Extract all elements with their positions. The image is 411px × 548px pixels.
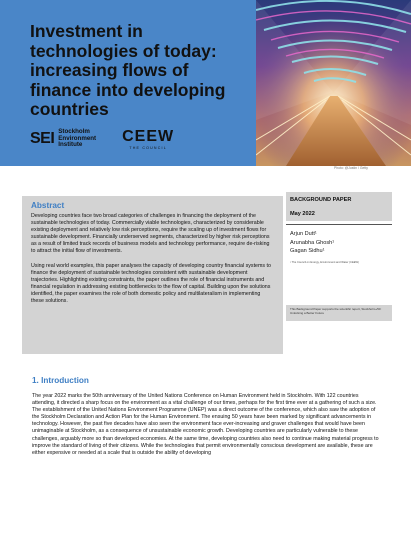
sei-logo-line: Environment <box>58 134 97 142</box>
ceew-logo-subtitle: THE COUNCIL <box>129 146 167 150</box>
author-name: Arunabha Ghosh¹ <box>290 239 335 246</box>
author-affiliation: ¹ The Council on Energy, Environment and Water (CEEW) <box>290 260 359 264</box>
bridge-illustration <box>256 0 411 166</box>
abstract-paragraph: Using real world examples, this paper analyses the capacity of developing country financial systems to finance the deployment of sustainable technologies consistent with sustainable development trajectories. Highlighting existing constraints, the paper outlines the role of financial instruments and financial regulation in addressing existing bottlenecks to the flow of capital. Building upon the solutions identified, the paper examines the role of both domestic policy and multilateralism in implementing these solutions. <box>31 262 271 305</box>
author-name: Gagan Sidhu¹ <box>290 248 325 255</box>
author-list <box>286 230 392 256</box>
introduction-heading: 1. Introduction <box>32 376 89 385</box>
paper-type-label: BACKGROUND PAPER <box>290 197 352 203</box>
author-name: Arjun Dutt¹ <box>290 231 317 237</box>
logo-row <box>30 124 174 154</box>
document-title: Investment in technologies of today: increasing flows of finance into developing countries <box>30 21 226 119</box>
sidebar-band <box>286 192 392 221</box>
sidebar <box>286 192 392 264</box>
background-note: This Background Paper supports the scientific report, Stockholm+50: Unlocking a Better Future <box>286 305 392 321</box>
ceew-logo-mark: CEEW <box>122 128 175 145</box>
introduction-text: The year 2022 marks the 50th anniversary of the United Nations Conference on Human Environment held in Stockholm. With 122 countries attending, it directed a sharp focus on the environment as a vital challenge of our times, perhaps for the first time ever at a gathering of such a size. The establishment of the United Nations Environment Programme (UNEP) was a direct outcome of the conference, which also saw the adoption of the Stockholm Declaration and Action Plan for the Human Environment. The ensuing 50 years have been marked by significant advancements in technology. However, the past five decades have also seen the environment face ever-increasing and graver challenges that would have been unimaginable at Stockholm, as a consequence of unsustainable economic growth. Developing countries are particularly vulnerable to these challenges, arguably more so than developed economies. At the same time, developing countries also need to continue making material progress to improve the standard of living of their citizens. While the technologies that permit environmentally conscious development are available, these are either expensive or needed at a scale that is outside the ability of developing <box>32 393 379 456</box>
sei-logo-line: Institute <box>58 141 83 149</box>
abstract-heading: Abstract <box>31 201 65 210</box>
abstract-paragraph: Developing countries face two broad categories of challenges in financing the deployment of the sustainable technologies of today. Commercially viable technologies, characterized by considerable existing deployment and relatively low risk perceptions, require the scaling up of investment flows for sustainable development. Financially underserved segments, characterized by higher risk perceptions as a result of limited track records of business models and technology performance, require de-risking to attract the initial flow of investments. <box>31 213 270 255</box>
sidebar-divider <box>286 224 392 225</box>
paper-date: May 2022 <box>290 211 315 217</box>
ceew-logo <box>122 128 174 150</box>
sei-logo <box>30 129 96 149</box>
sei-logo-mark: SEI <box>30 129 55 147</box>
cover-photo <box>256 0 411 166</box>
sei-logo-text <box>58 129 96 149</box>
photo-credit: Photo: @Justin / Getty <box>334 166 368 170</box>
sei-logo-line: Stockholm <box>58 127 90 135</box>
abstract-panel <box>22 196 283 354</box>
